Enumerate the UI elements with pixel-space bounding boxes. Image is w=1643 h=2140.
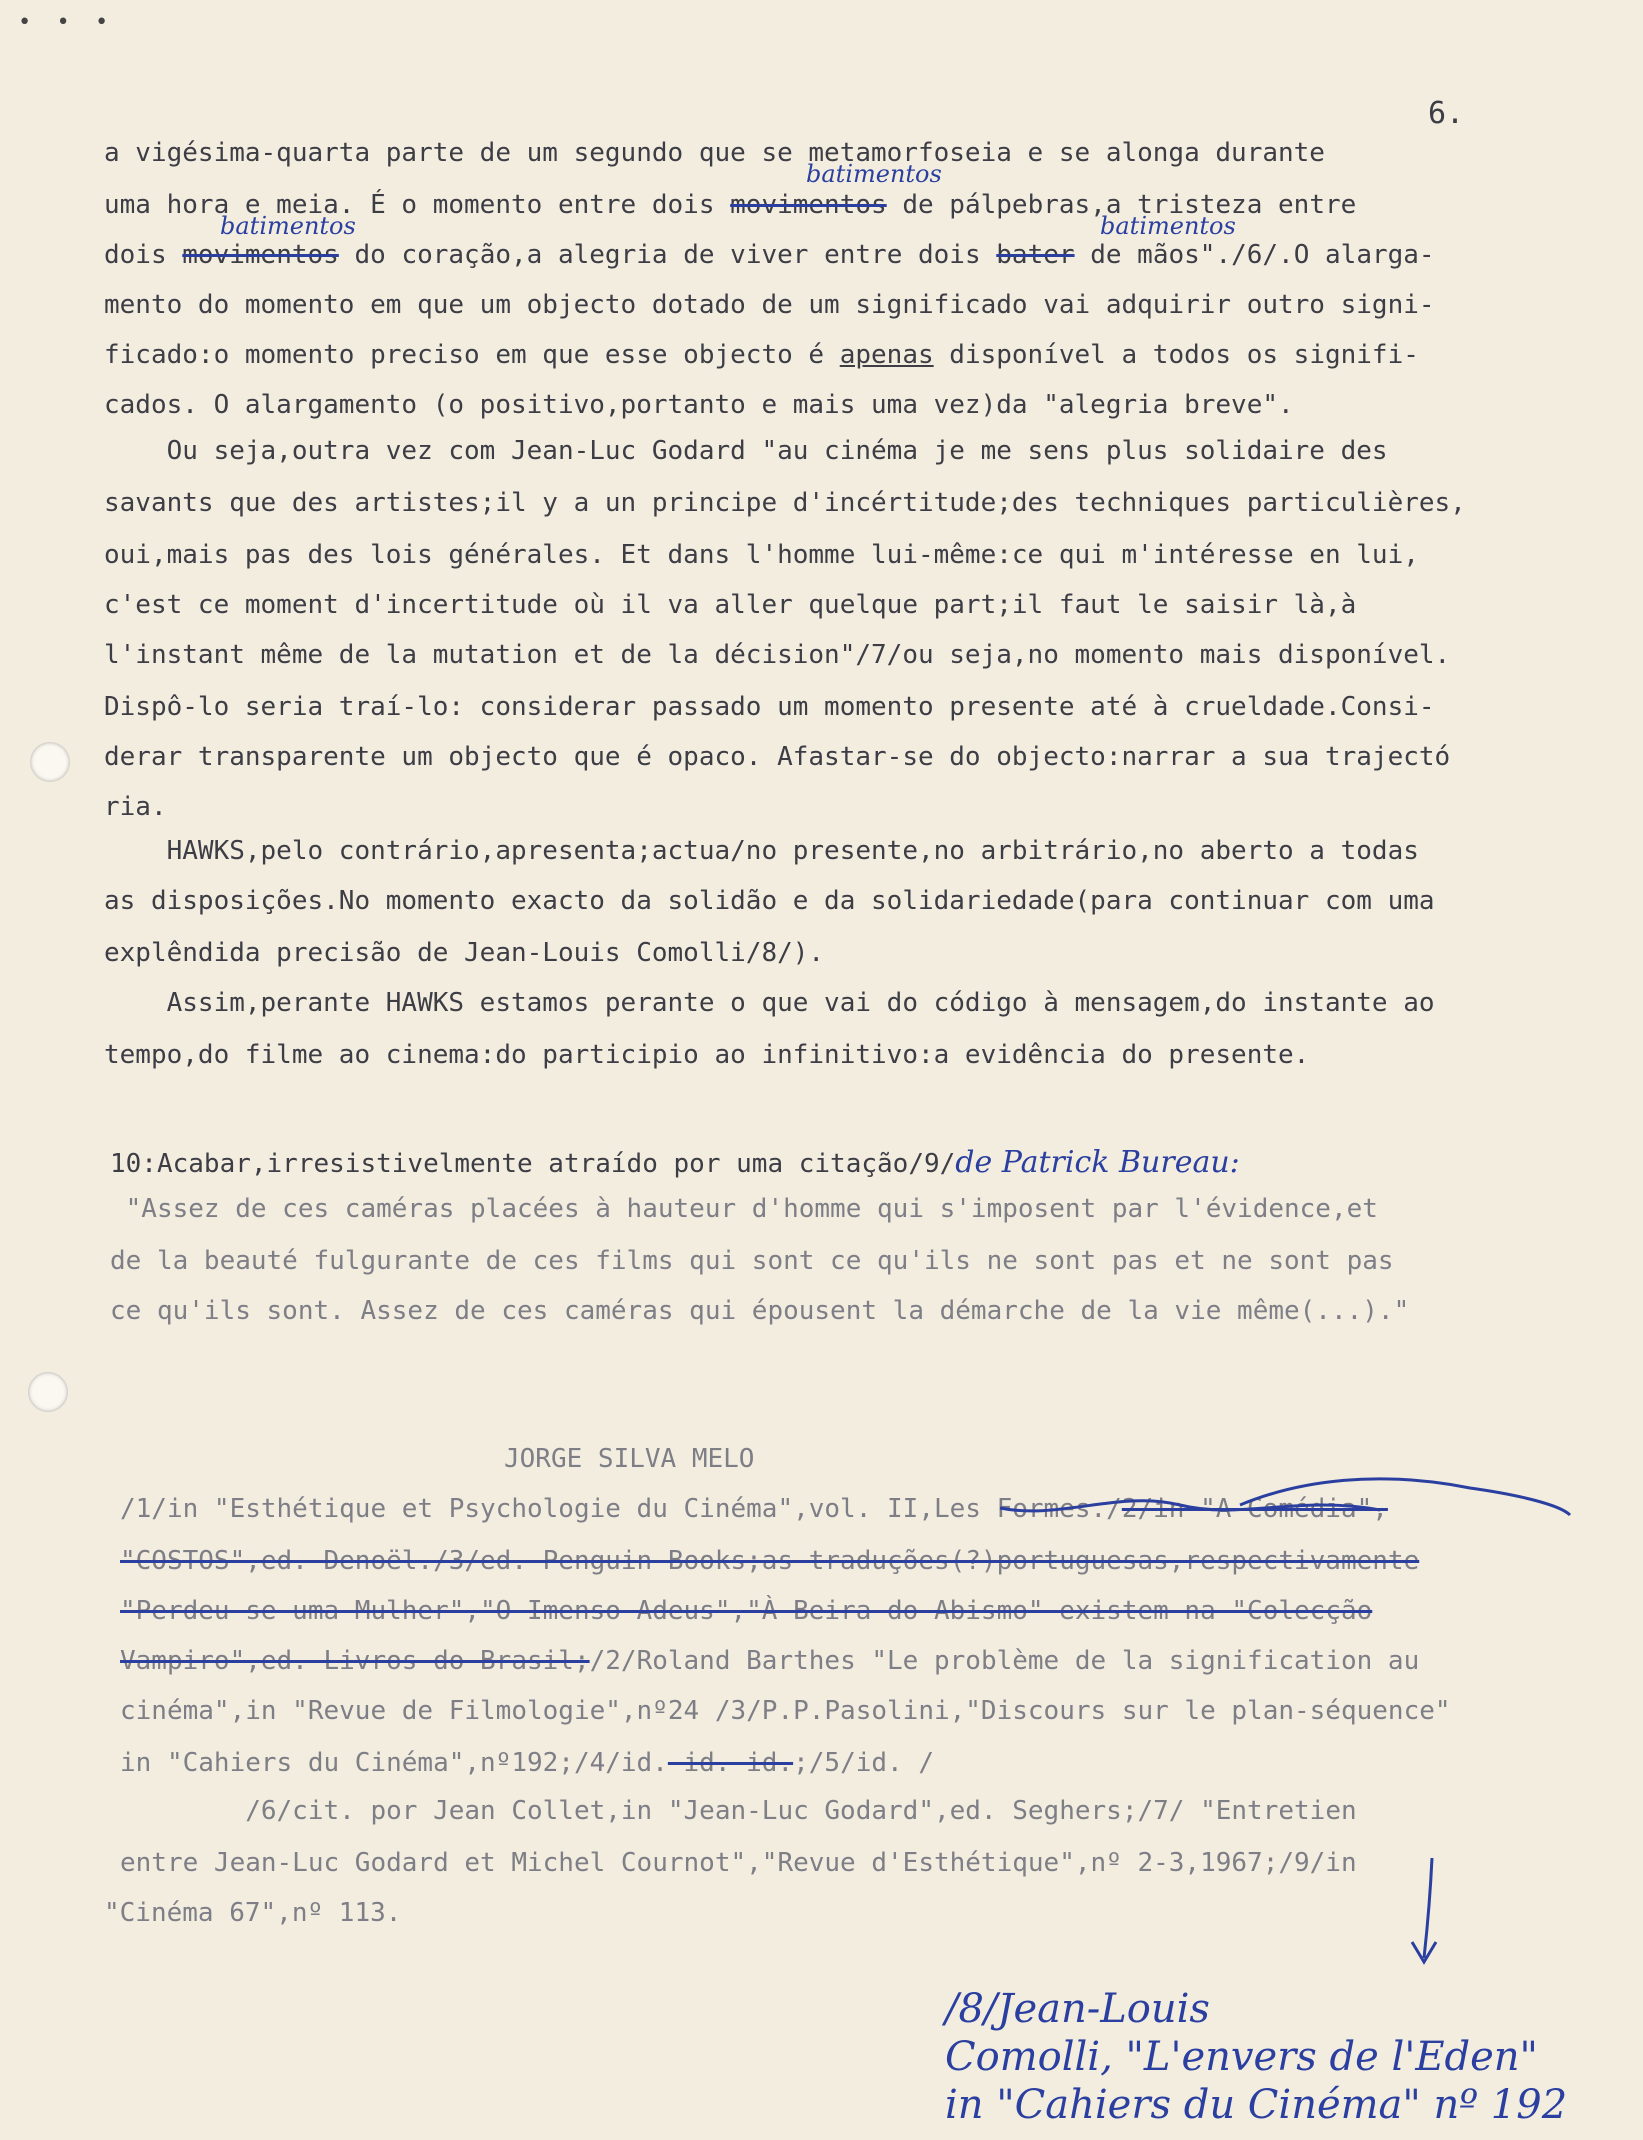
body-line: tempo,do filme ao cinema:do participio ao infinitivo:a evidência do presente. xyxy=(104,1040,1310,1070)
handwritten-insertion: batimentos xyxy=(1100,212,1236,240)
quote-line: "Assez de ces caméras placées à hauteur d'homme qui s'imposent par l'évidence,et xyxy=(110,1194,1378,1224)
handwritten-insertion: batimentos xyxy=(220,212,356,240)
quote-line: ce qu'ils sont. Assez de ces caméras qui épousent la démarche de la vie même(...)." xyxy=(110,1296,1410,1326)
note-line: "Cinéma 67",nº 113. xyxy=(104,1898,402,1928)
note-line: in "Cahiers du Cinéma",nº192;/4/id. id. id.;/5/id. / xyxy=(120,1748,934,1778)
handwritten-insertion: de Patrick Bureau: xyxy=(955,1145,1240,1180)
struck-word: movimentos xyxy=(182,240,339,270)
body-line: derar transparente um objecto que é opaco. Afastar-se do objecto:narrar a sua trajectó xyxy=(104,742,1451,772)
ink-specks: • • • xyxy=(18,10,115,35)
handwritten-insertion: batimentos xyxy=(806,160,942,188)
note-line: /1/in "Esthétique et Psychologie du Cinéma",vol. II,Les Formes./2/in "A Comédia", xyxy=(120,1494,1388,1524)
body-line: uma hora e meia. É o momento entre dois movimentos de pálpebras,a tristeza entre xyxy=(104,190,1357,220)
body-line: explêndida precisão de Jean-Louis Comolli/8/). xyxy=(104,938,825,968)
body-line: savants que des artistes;il y a un principe d'incértitude;des techniques particulières, xyxy=(104,488,1466,518)
body-line: mento do momento em que um objecto dotado de um significado vai adquirir outro signi- xyxy=(104,290,1435,320)
body-line: a vigésima-quarta parte de um segundo que se metamorfoseia e se alonga durante xyxy=(104,138,1325,168)
body-line: oui,mais pas des lois générales. Et dans l'homme lui-même:ce qui m'intéresse en lui, xyxy=(104,540,1419,570)
struck-word: movimentos xyxy=(730,190,887,220)
note-line: "COSTOS",ed. Denoël./3/ed. Penguin Books;as traduções(?)portuguesas,respectivamente xyxy=(120,1546,1420,1576)
body-line: ficado:o momento preciso em que esse objecto é apenas disponível a todos os signifi- xyxy=(104,340,1419,370)
note-line: /6/cit. por Jean Collet,in "Jean-Luc Godard",ed. Seghers;/7/ "Entretien xyxy=(120,1796,1357,1826)
body-line: Assim,perante HAWKS estamos perante o que vai do código à mensagem,do instante ao xyxy=(104,988,1435,1018)
note-line: Vampiro",ed. Livros do Brasil;/2/Roland Barthes "Le problème de la signification au xyxy=(120,1646,1420,1676)
note-line: cinéma",in "Revue de Filmologie",nº24 /3/P.P.Pasolini,"Discours sur le plan-séquence" xyxy=(120,1696,1451,1726)
body-line: ria. xyxy=(104,792,167,822)
note-line: entre Jean-Luc Godard et Michel Cournot","Revue d'Esthétique",nº 2-3,1967;/9/in xyxy=(120,1848,1357,1878)
body-line: l'instant même de la mutation et de la décision"/7/ou seja,no momento mais disponível. xyxy=(104,640,1451,670)
author-signature: JORGE SILVA MELO xyxy=(504,1444,755,1474)
body-line: c'est ce moment d'incertitude où il va aller quelque part;il faut le saisir là,à xyxy=(104,590,1357,620)
page-number: 6. xyxy=(1428,96,1465,131)
body-line: Dispô-lo seria traí-lo: considerar passado um momento presente até à crueldade.Consi- xyxy=(104,692,1435,722)
body-line: as disposições.No momento exacto da solidão e da solidariedade(para continuar com uma xyxy=(104,886,1435,916)
body-line: dois movimentos do coração,a alegria de viver entre dois bater de mãos"./6/.O alarga- xyxy=(104,240,1435,270)
underlined-word: apenas xyxy=(839,340,934,370)
body-line: HAWKS,pelo contrário,apresenta;actua/no presente,no arbitrário,no aberto a todas xyxy=(104,836,1419,866)
handwritten-footnote: /8/Jean-Louis Comolli, "L'envers de l'Eden" in "Cahiers du Cinéma" nº 192 xyxy=(945,1986,1568,2128)
body-line: 10:Acabar,irresistivelmente atraído por uma citação/9/de Patrick Bureau: xyxy=(110,1145,1240,1180)
body-line: cados. O alargamento (o positivo,portanto e mais uma vez)da "alegria breve". xyxy=(104,390,1294,420)
quote-line: de la beauté fulgurante de ces films qui sont ce qu'ils ne sont pas et ne sont pas xyxy=(110,1246,1394,1276)
body-line: Ou seja,outra vez com Jean-Luc Godard "au cinéma je me sens plus solidaire des xyxy=(104,436,1388,466)
struck-word: bater xyxy=(996,240,1075,270)
note-line: "Perdeu-se uma Mulher","O Imenso Adeus","À Beira do Abismo" existem na "Colecção xyxy=(120,1596,1373,1626)
